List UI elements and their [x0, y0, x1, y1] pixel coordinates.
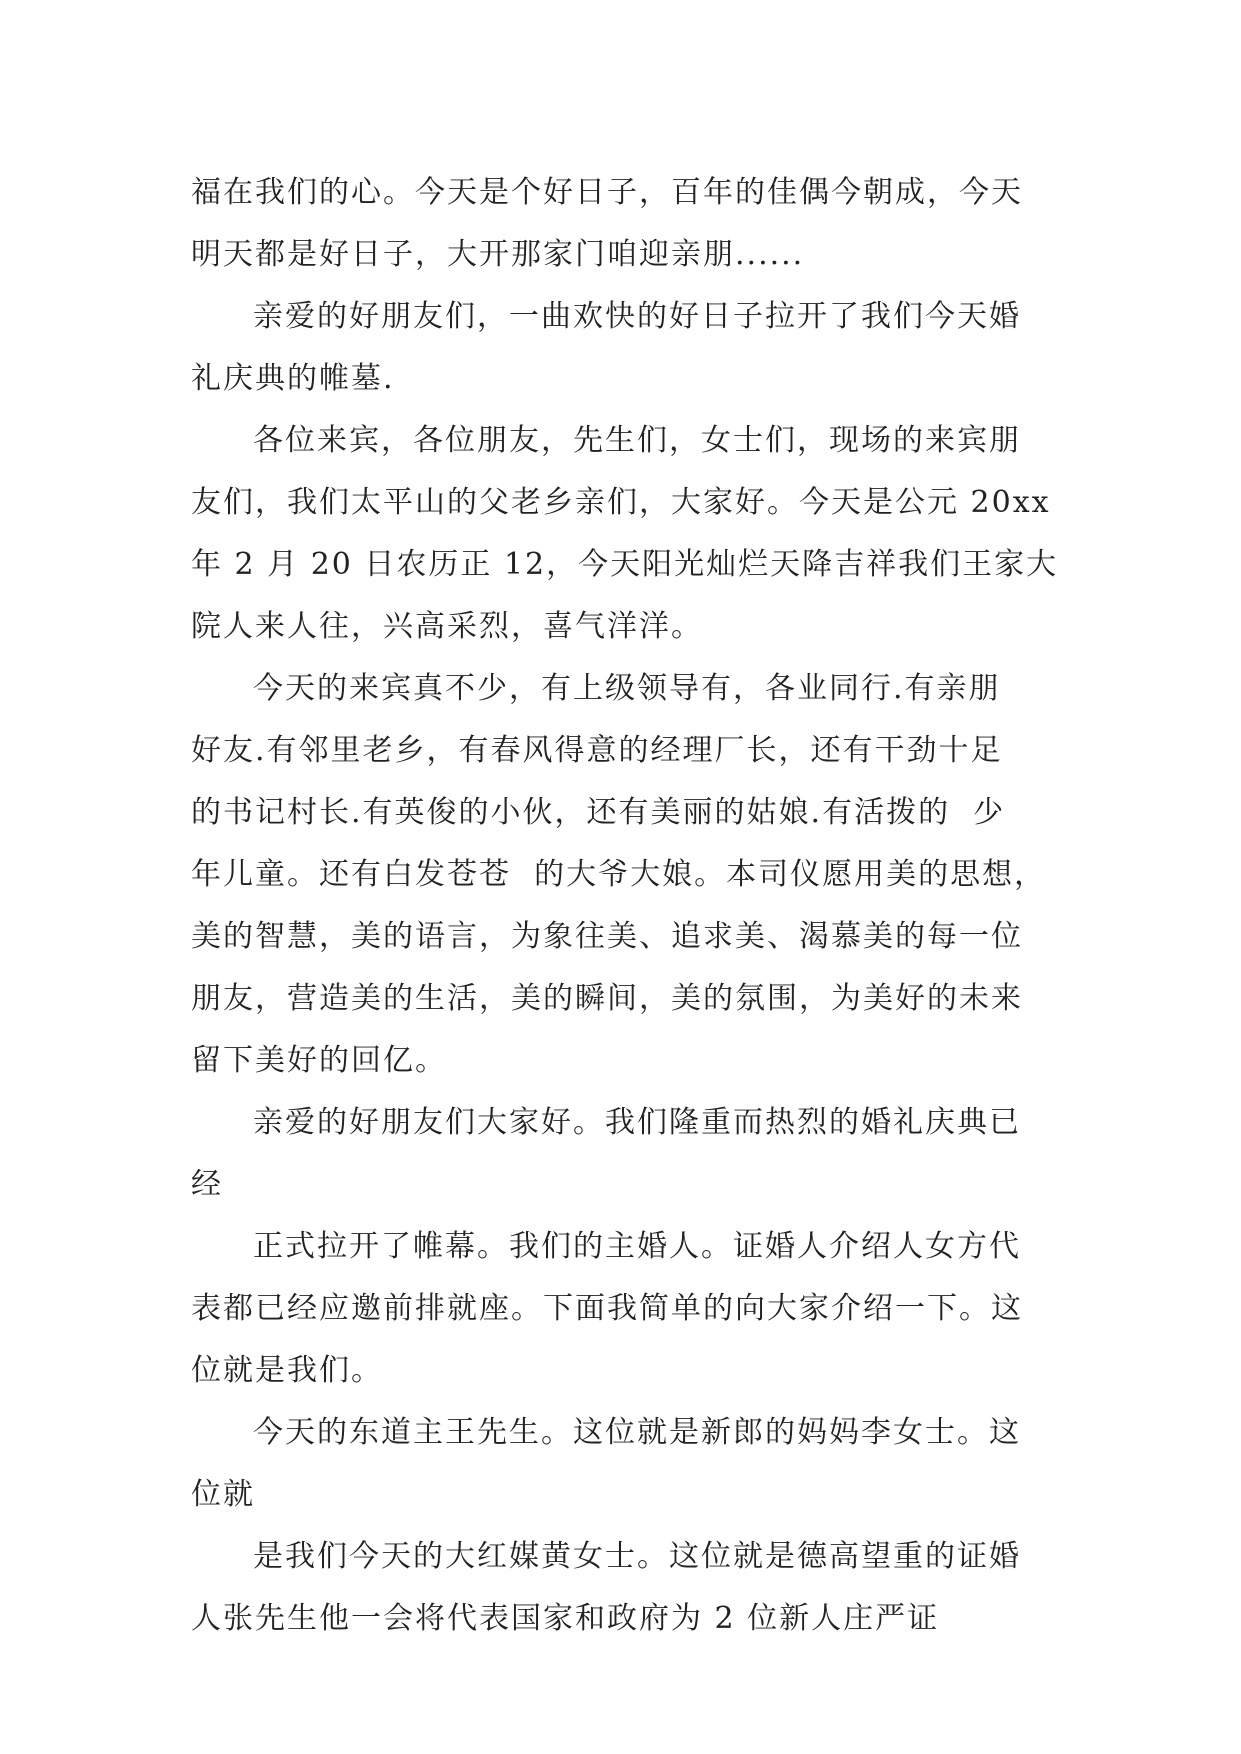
text-line: 亲爱的好朋友们，一曲欢快的好日子拉开了我们今天婚	[253, 299, 1021, 334]
text-line: 美的智慧，美的语言，为象往美、追求美、渴慕美的每一位	[191, 919, 1023, 954]
text-line: 好友.有邻里老乡，有春风得意的经理厂长，还有干劲十足	[191, 733, 1003, 768]
text-line: 正式拉开了帷幕。我们的主婚人。证婚人介绍人女方代	[253, 1229, 1021, 1264]
text-line: 今天的来宾真不少，有上级领导有，各业同行.有亲朋	[253, 671, 1001, 706]
text-line: 院人来人往，兴高采烈，喜气洋洋。	[191, 609, 703, 644]
text-line: 表都已经应邀前排就座。下面我简单的向大家介绍一下。这	[191, 1291, 1023, 1326]
text-line: 明天都是好日子，大开那家门咱迎亲朋......	[191, 237, 805, 272]
text-line: 是我们今天的大红媒黄女士。这位就是德高望重的证婚	[253, 1539, 1021, 1574]
text-line: 各位来宾，各位朋友，先生们，女士们，现场的来宾朋	[253, 423, 1021, 458]
text-line: 位就	[191, 1477, 255, 1512]
text-line: 经	[191, 1167, 223, 1202]
text-line: 人张先生他一会将代表国家和政府为 2 位新人庄严证	[191, 1601, 940, 1636]
text-line: 朋友，营造美的生活，美的瞬间，美的氛围，为美好的未来	[191, 981, 1023, 1016]
text-line: 年 2 月 20 日农历正 12，今天阳光灿烂天降吉祥我们王家大	[191, 547, 1059, 582]
text-line: 位就是我们。	[191, 1353, 383, 1388]
text-line: 亲爱的好朋友们大家好。我们隆重而热烈的婚礼庆典已	[253, 1105, 1021, 1140]
text-line: 礼庆典的帷墓.	[191, 361, 395, 396]
document-body	[191, 162, 1059, 1650]
text-line: 友们，我们太平山的父老乡亲们，大家好。今天是公元 20xx	[191, 485, 1051, 520]
text-line: 今天的东道主王先生。这位就是新郎的妈妈李女士。这	[253, 1415, 1021, 1450]
text-line: 年儿童。还有白发苍苍 的大爷大娘。本司仪愿用美的思想，	[191, 857, 1047, 892]
text-line: 留下美好的回亿。	[191, 1043, 447, 1078]
text-line: 的书记村长.有英俊的小伙，还有美丽的姑娘.有活拨的 少	[191, 795, 1006, 830]
text-line: 福在我们的心。今天是个好日子，百年的佳偶今朝成，今天	[191, 175, 1023, 210]
